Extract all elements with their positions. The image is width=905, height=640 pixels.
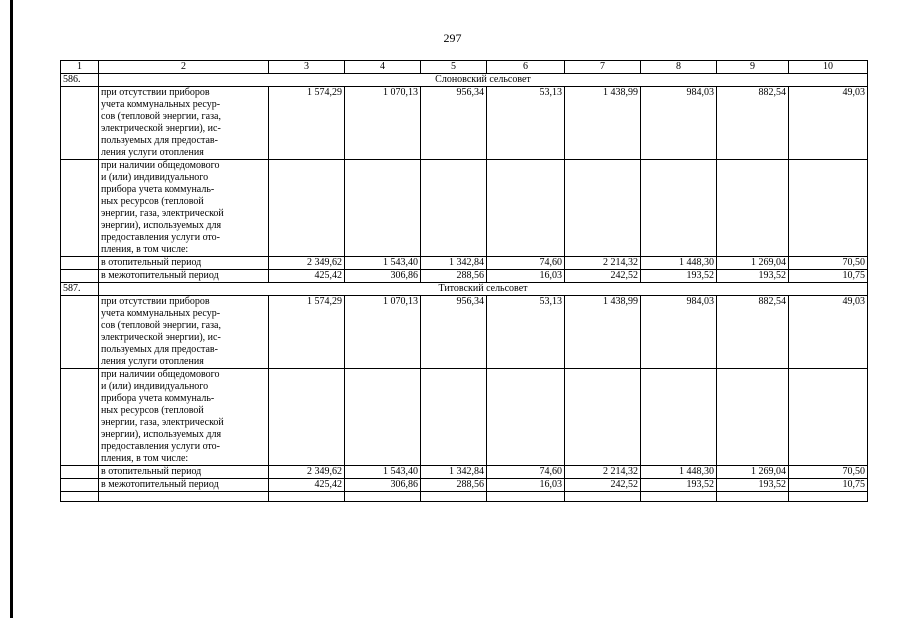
gap-cell [717,492,789,502]
gap-cell [61,492,99,502]
row-description [99,466,269,479]
column-header: 4 [345,61,421,74]
value-cell: 306,86 [345,479,421,492]
column-header: 9 [717,61,789,74]
row-description-line: при отсутствии приборов [101,296,210,307]
value-cell [421,160,487,257]
row-description-line: при наличии общедомового [101,369,220,380]
value-cell: 2 214,32 [565,466,641,479]
value-cell [717,160,789,257]
value-cell: 2 214,32 [565,257,641,270]
row-description-line: ления услуги отопления [101,147,204,158]
value-cell: 49,03 [789,87,868,160]
value-cell: 242,52 [565,479,641,492]
value-cell: 1 448,30 [641,466,717,479]
value-cell: 1 342,84 [421,257,487,270]
column-header: 1 [61,61,99,74]
section-number: 586. [61,74,99,87]
value-cell: 10,75 [789,270,868,283]
row-description-line: пользуемых для предостав- [101,135,218,146]
value-cell: 1 269,04 [717,466,789,479]
row-description-line: ления услуги отопления [101,356,204,367]
row-description-line: в отопительный период [101,257,202,268]
value-cell: 1 448,30 [641,257,717,270]
value-cell: 74,60 [487,466,565,479]
row-description-line: и (или) индивидуального [101,172,209,183]
row-description-line: предоставления услуги ото- [101,232,221,243]
column-header: 8 [641,61,717,74]
value-cell: 16,03 [487,270,565,283]
value-cell [487,160,565,257]
row-description [99,369,269,466]
value-cell: 882,54 [717,87,789,160]
row-description [99,479,269,492]
value-cell: 306,86 [345,270,421,283]
value-cell: 1 070,13 [345,87,421,160]
row-description-line: энергии, газа, электрической [101,208,224,219]
row-description-line: учета коммунальных ресур- [101,308,221,319]
value-cell: 425,42 [269,479,345,492]
table-row [61,257,868,270]
page-number: 297 [443,31,462,45]
row-description-line: прибора учета коммуналь- [101,393,215,404]
value-cell: 242,52 [565,270,641,283]
row-description-line: электрической энергии), ис- [101,332,221,343]
value-cell: 53,13 [487,87,565,160]
gap-cell [345,492,421,502]
gap-cell [487,492,565,502]
value-cell: 984,03 [641,87,717,160]
page-edge-bar [10,0,13,618]
value-cell: 53,13 [487,296,565,369]
value-cell: 10,75 [789,479,868,492]
column-header: 10 [789,61,868,74]
row-description-line: в отопительный период [101,466,202,477]
column-header: 5 [421,61,487,74]
value-cell: 1 543,40 [345,257,421,270]
row-number-cell [61,466,99,479]
header-row [61,61,868,74]
table-row [61,87,868,160]
row-description-line: при наличии общедомового [101,160,220,171]
row-number-cell [61,270,99,283]
row-description-line: пления, в том числе: [101,453,189,464]
value-cell [269,160,345,257]
value-cell: 16,03 [487,479,565,492]
value-cell: 984,03 [641,296,717,369]
value-cell: 193,52 [641,270,717,283]
table-row [61,479,868,492]
row-description [99,257,269,270]
value-cell: 74,60 [487,257,565,270]
gap-cell [421,492,487,502]
value-cell: 956,34 [421,296,487,369]
row-description-line: энергии), используемых для [101,220,222,231]
value-cell [717,369,789,466]
column-header: 2 [99,61,269,74]
gap-cell [565,492,641,502]
row-description-line: предоставления услуги ото- [101,441,221,452]
value-cell [345,160,421,257]
value-cell: 70,50 [789,257,868,270]
row-number-cell [61,257,99,270]
row-description-line: электрической энергии), ис- [101,123,221,134]
row-description-line: в межотопительный период [101,270,219,281]
value-cell: 49,03 [789,296,868,369]
column-header: 7 [565,61,641,74]
value-cell: 1 342,84 [421,466,487,479]
row-number-cell [61,369,99,466]
row-description-line: и (или) индивидуального [101,381,209,392]
row-description-line: ных ресурсов (тепловой [101,196,204,207]
column-header: 6 [487,61,565,74]
value-cell: 1 543,40 [345,466,421,479]
table-row [61,296,868,369]
row-description [99,160,269,257]
row-description-line: прибора учета коммуналь- [101,184,215,195]
value-cell: 193,52 [641,479,717,492]
value-cell [641,369,717,466]
gap-cell [641,492,717,502]
value-cell: 1 438,99 [565,87,641,160]
value-cell [789,369,868,466]
row-description-line: учета коммунальных ресур- [101,99,221,110]
value-cell: 882,54 [717,296,789,369]
value-cell [269,369,345,466]
gap-cell [99,492,269,502]
table-end-gap [61,492,868,502]
value-cell: 193,52 [717,479,789,492]
row-description-line: энергии, газа, электрической [101,417,224,428]
value-cell [421,369,487,466]
value-cell: 425,42 [269,270,345,283]
value-cell: 1 574,29 [269,296,345,369]
section-title: Слоновский сельсовет [99,74,868,87]
row-number-cell [61,160,99,257]
value-cell [565,369,641,466]
value-cell: 70,50 [789,466,868,479]
section-header-row [61,74,868,87]
value-cell: 1 070,13 [345,296,421,369]
row-description-line: ных ресурсов (тепловой [101,405,204,416]
value-cell: 2 349,62 [269,257,345,270]
section-number: 587. [61,283,99,296]
value-cell [345,369,421,466]
table-row [61,369,868,466]
value-cell [565,160,641,257]
row-number-cell [61,87,99,160]
value-cell: 956,34 [421,87,487,160]
column-header: 3 [269,61,345,74]
value-cell: 1 269,04 [717,257,789,270]
value-cell: 193,52 [717,270,789,283]
value-cell [789,160,868,257]
row-description-line: сов (тепловой энергии, газа, [101,320,221,331]
row-description-line: при отсутствии приборов [101,87,210,98]
row-description-line: пользуемых для предостав- [101,344,218,355]
row-description [99,87,269,160]
row-description-line: в межотопительный период [101,479,219,490]
row-number-cell [61,479,99,492]
value-cell: 1 438,99 [565,296,641,369]
row-description-line: пления, в том числе: [101,244,189,255]
value-cell: 2 349,62 [269,466,345,479]
value-cell: 288,56 [421,479,487,492]
value-cell: 288,56 [421,270,487,283]
gap-cell [789,492,868,502]
value-cell [641,160,717,257]
row-description-line: сов (тепловой энергии, газа, [101,111,221,122]
value-cell [487,369,565,466]
section-header-row [61,283,868,296]
row-description-line: энергии), используемых для [101,429,222,440]
table-row [61,270,868,283]
section-title: Титовский сельсовет [99,283,868,296]
tariff-table [60,60,868,502]
row-number-cell [61,296,99,369]
value-cell: 1 574,29 [269,87,345,160]
gap-cell [269,492,345,502]
row-description [99,296,269,369]
table-body [61,74,868,502]
table-row [61,466,868,479]
row-description [99,270,269,283]
table-row [61,160,868,257]
